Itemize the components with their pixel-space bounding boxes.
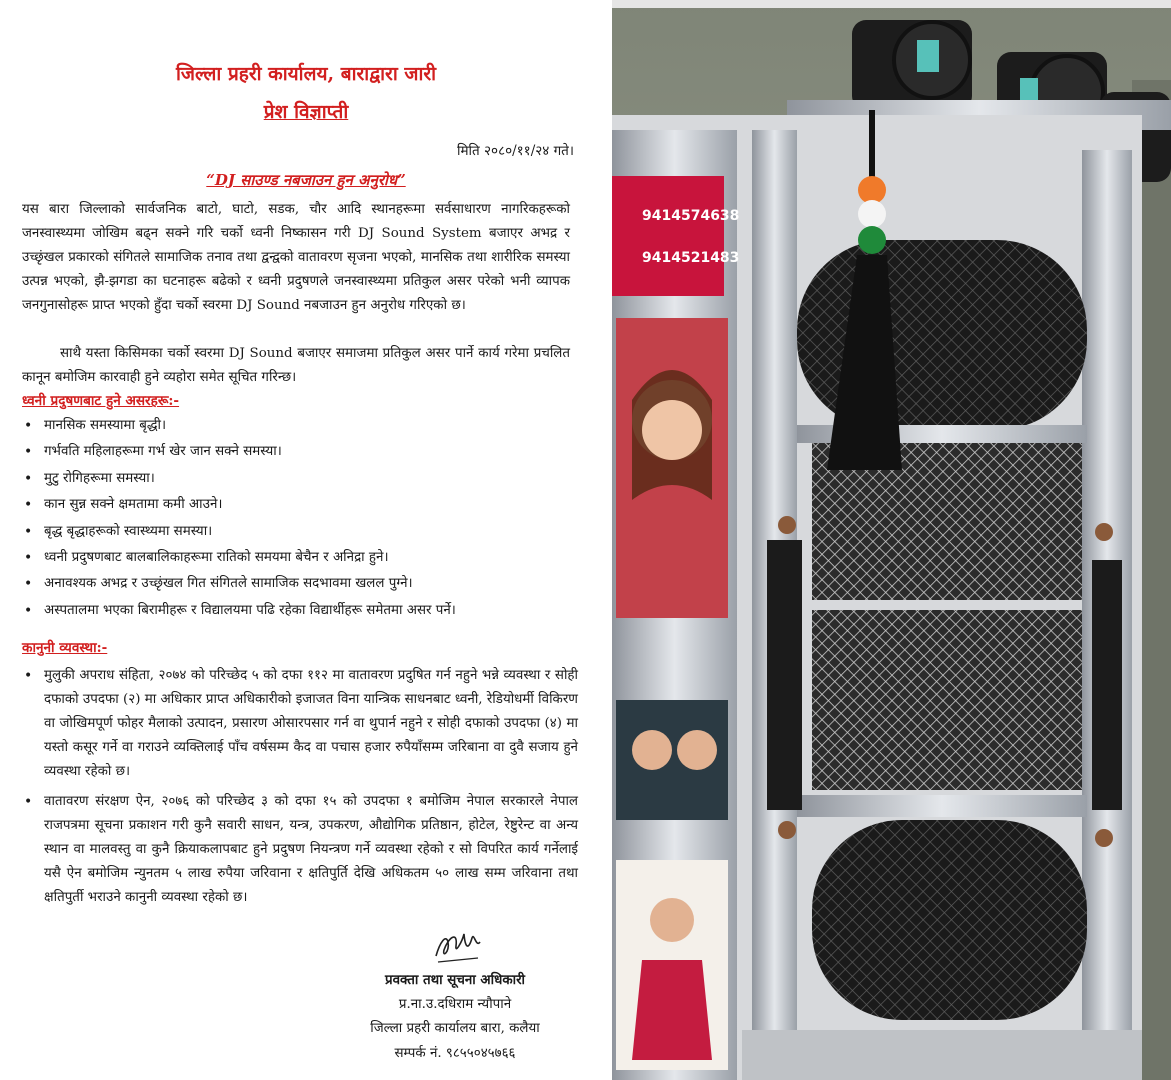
- list-item: • वातावरण संरक्षण ऐन, २०७६ को परिच्छेद ३ को दफा १५ को उपदफा १ बमोजिम नेपाल सरकारले नेपाल राजपत्रमा सूचना प्रकाशन गरी कुनै सवारी साधन, यन्त्र, उपकरण, औद्योगिक प्रतिष्ठान, होटेल, रेष्टुरेन्ट वा अन्य स्थान वा मालवस्तु वा कुनै क्रियाकलापबाट हुने प्रदुषण नियन्त्रण गर्ने व्यवस्था रहेको र सो विपरित कार्य गर्नेलाई यसै ऐन बमोजिम न्युनतम ५ लाख रुपैया जरिवाना र क्षतिपुर्ति देखि अधिकतम ५० लाख सम्म जरिवाना तथा क्षतिपुर्ती भराउने कानुनी व्यवस्था रहेको छ।: [22, 790, 578, 910]
- notice-subject-text: “DJ साउण्ड नबजाउन हुन अनुरोध”: [206, 171, 406, 189]
- legal-heading: कानुनी व्यवस्था:-: [22, 640, 108, 656]
- phone-number-1: 9414574638: [642, 208, 740, 224]
- notice-date: मिति २०८०/११/२४ गते।: [456, 143, 574, 159]
- signatory-contact: सम्पर्क नं. ९८५५०४५७६६: [394, 1045, 516, 1061]
- notice-subject: [0, 170, 612, 190]
- speaker-grille: [812, 610, 1082, 790]
- phone-number-2: 9414521483: [642, 250, 740, 266]
- speaker-grille: [812, 820, 1087, 1020]
- signatory-office: जिल्ला प्रहरी कार्यालय बारा, कलैया: [370, 1021, 540, 1036]
- list-item: • गर्भवति महिलाहरूमा गर्भ खेर जान सक्ने समस्या।: [22, 440, 578, 466]
- list-item: • कान सुन्न सक्ने क्षमतामा कमी आउने।: [22, 493, 578, 519]
- list-item: • अनावश्यक अभद्र र उच्छृंखल गित संगितले सामाजिक सदभावमा खलल पुग्ने।: [22, 572, 578, 598]
- list-item: • अस्पतालमा भएका बिरामीहरू र विद्यालयमा पढि रहेका विद्यार्थीहरू समेतमा असर पर्ने।: [22, 599, 578, 625]
- list-item: • ध्वनी प्रदुषणबाट बालबालिकाहरूमा रातिको समयमा बेचैन र अनिद्रा हुने।: [22, 546, 578, 572]
- list-item: • मानसिक समस्यामा बृद्धी।: [22, 414, 578, 440]
- phone-banner: [612, 176, 724, 296]
- office-title: जिल्ला प्रहरी कार्यालय, बाराद्वारा जारी: [175, 63, 437, 85]
- effects-heading: ध्वनी प्रदुषणबाट हुने असरहरू:-: [22, 393, 180, 409]
- document-type-heading: प्रेश विज्ञाप्ती: [263, 101, 349, 123]
- handwritten-signature: [428, 912, 488, 972]
- body-paragraph-2: साथै यस्ता किसिमका चर्को स्वरमा DJ Sound बजाएर समाजमा प्रतिकुल असर पार्ने कार्य गरेमा प्रचलित कानून बमोजिम कारवाही हुने व्यहोरा समेत सूचित गरिन्छ।: [22, 346, 570, 385]
- truck-illustration: [612, 0, 1171, 1080]
- list-item: • मुटु रोगिहरूमा समस्या।: [22, 467, 578, 493]
- effects-list: [22, 414, 578, 625]
- signatory-role: प्रवक्ता तथा सूचना अधिकारी: [384, 972, 526, 988]
- dj-truck-photo: [612, 0, 1171, 1080]
- legal-list: [22, 664, 578, 910]
- list-item: • बृद्ध बृद्धाहरूको स्वास्थ्यमा समस्या।: [22, 520, 578, 546]
- body-paragraph-1: यस बारा जिल्लाको सार्वजनिक बाटो, घाटो, सडक, चौर आदि स्थानहरूमा सर्वसाधारण नागरिकहरूको जनस्वास्थ्यमा जोखिम बढ्न सक्ने गरि चर्को ध्वनी निष्कासन गरी DJ Sound System बजाएर अभद्र र उच्छृंखल प्रकारको संगितले सामाजिक तनाव तथा द्वन्द्वको वातावरण सृजना भएको, मानसिक तथा शारीरिक समस्या उत्पन्न भएको, झै-झगडा का घटनाहरू बढेको र ध्वनी प्रदुषणले जनस्वास्थ्यमा प्रतिकुल असर परेको भनी व्यापक जनगुनासोहरू प्राप्त भएको हुँदा चर्को स्वरमा DJ Sound नबजाउन हुन अनुरोध गरिएको छ।: [22, 202, 570, 313]
- signatory-name: प्र.ना.उ.दधिराम न्यौपाने: [398, 996, 512, 1012]
- signatory-block: [330, 968, 580, 1066]
- list-item: • मुलुकी अपराध संहिता, २०७४ को परिच्छेद ५ को दफा ११२ मा वातावरण प्रदुषित गर्न नहुने भन्ने व्यवस्था र सोही दफाको उपदफा (२) मा अधिकार प्राप्त अधिकारीको इजाजत विना यान्त्रिक साधनबाट ध्वनी, रेडियोधर्मी विकिरण वा जोखिमपूर्ण फोहर मैलाको उत्पादन, प्रसारण ओसारपसार गर्न वा थुपार्न नहुने र सोही दफाको उपदफा (४) मा यस्तो कसूर गर्ने वा गराउने व्यक्तिलाई पाँच वर्षसम्म कैद वा पचास हजार रुपैयाँसम्म जरिबाना वा दुवै सजाय हुने व्यवस्था रहेको छ।: [22, 664, 578, 784]
